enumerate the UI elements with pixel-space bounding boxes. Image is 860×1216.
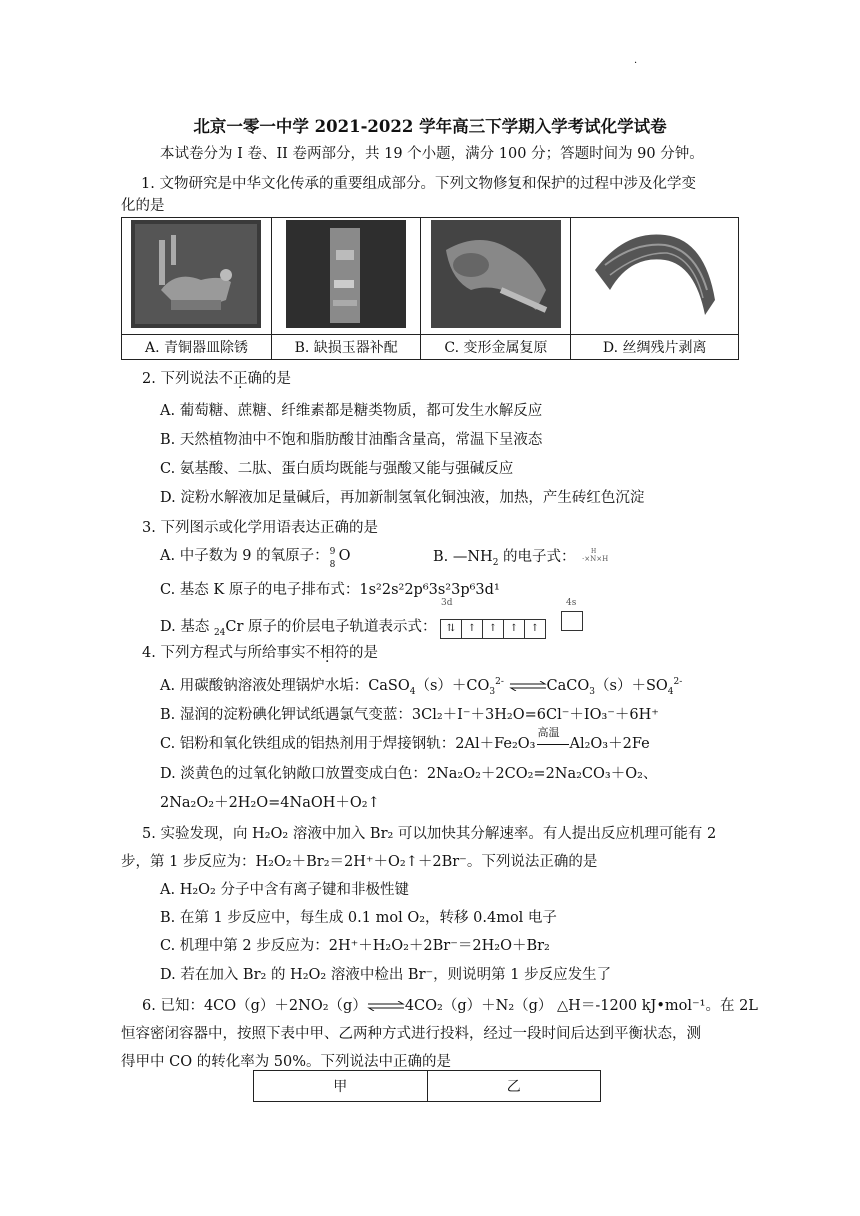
q4-option-d-line1[interactable]: D. 淡黄色的过氧化钠敞口放置变成白色：2Na₂O₂＋2CO₂=2Na₂CO₃＋O₂、 (160, 766, 658, 782)
q1-stem-line2: 化的是 (121, 198, 165, 214)
svg-text:H: H (591, 548, 597, 555)
q4-option-a-pre: A. 用碳酸钠溶液处理锅炉水垢：CaSO (160, 678, 410, 694)
reaction-bar (537, 744, 569, 745)
q4-option-a-right: CaCO (546, 678, 590, 694)
q4-option-b[interactable]: B. 湿润的淀粉碘化钾试纸遇氯气变蓝：3Cl₂＋I⁻＋3H₂O=6Cl⁻＋IO₃⁻＋6H⁺ (160, 707, 659, 723)
element-symbol: O (338, 548, 351, 564)
q3-option-d-pre: D. 基态 (160, 619, 214, 635)
q5-stem-line1: 5. 实验发现，向 H₂O₂ 溶液中加入 Br₂ 可以加快其分解速率。有人提出反应机理可能有 2 (142, 826, 717, 842)
q3-option-b[interactable] (433, 547, 610, 567)
q3-option-d-post: Cr 原子的价层电子轨道表示式： (225, 619, 437, 635)
svg-text:·×N×H: ·×N×H (582, 555, 609, 563)
q3-stem: 3. 下列图示或化学用语表达正确的是 (142, 520, 378, 536)
q6-feed-table (253, 1070, 601, 1102)
q4-option-c-pre: C. 铝粉和氧化铁组成的铝热剂用于焊接钢轨：2Al＋Fe₂O₃ (160, 736, 536, 752)
q4-sup-2minus-b: 2- (673, 677, 683, 688)
orbital-box-4s (561, 611, 583, 631)
q2-stem-post: 的是 (261, 371, 291, 387)
q6-stem-line2: 恒容密闭容器中，按照下表中甲、乙两种方式进行投料，经过一段时间后达到平衡状态，测 (121, 1026, 701, 1042)
q2-option-c[interactable]: C. 氨基酸、二肽、蛋白质均既能与强酸又能与强碱反应 (160, 461, 514, 477)
condition-high-temp: 高温 (537, 726, 560, 739)
exam-intro: 本试卷分为 I 卷、II 卷两部分，共 19 个小题，满分 100 分；答题时间为 90 分钟。 (160, 146, 704, 162)
q4-stem-post: 的是 (348, 645, 378, 661)
atomic-number: 8 (329, 560, 336, 570)
q5-option-a[interactable]: A. H₂O₂ 分子中含有离子键和非极性键 (160, 882, 409, 898)
orbital-box-3: ↑ (482, 619, 504, 639)
q2-option-d[interactable]: D. 淀粉水解液加足量碱后，再加新制氢氧化铜浊液，加热，产生砖红色沉淀 (160, 490, 645, 506)
q3-option-b-text: B. —NH (433, 549, 493, 565)
q1-option-d[interactable]: D. 丝绸残片剥离 (571, 335, 739, 360)
q6-header-jia: 甲 (254, 1071, 428, 1102)
q2-option-a[interactable]: A. 葡萄糖、蔗糖、纤维素都是糖类物质，都可发生水解反应 (160, 403, 543, 419)
q3-option-a[interactable] (160, 547, 351, 570)
q1-option-a[interactable]: A. 青铜器皿除锈 (122, 335, 272, 360)
orbital-box-1: ⇅ (440, 619, 462, 639)
q4-option-a[interactable] (160, 677, 682, 695)
equilibrium-arrows-icon (509, 681, 547, 691)
q1-options-table (121, 217, 739, 360)
cr-orbital-diagram (441, 611, 583, 639)
q3-option-d-sub: 24 (213, 627, 226, 638)
bronze-vessel-image (122, 218, 272, 335)
q3-option-c-text: C. 基态 K 原子的电子排布式： (160, 582, 360, 598)
isotope-notation (329, 547, 339, 570)
q3-option-b-sub: 2 (492, 557, 499, 568)
q3-option-a-text: A. 中子数为 9 的氧原子： (160, 548, 329, 564)
q4-sub-4a: 4 (409, 686, 416, 697)
q5-stem-line2: 步，第 1 步反应为：H₂O₂＋Br₂＝2H⁺＋O₂↑＋2Br⁻。下列说法正确的是 (121, 854, 598, 870)
q1-stem-line1: 1. 文物研究是中华文化传承的重要组成部分。下列文物修复和保护的过程中涉及化学变 (141, 176, 696, 192)
exam-title: 北京一零一中学 2021-2022 学年高三下学期入学考试化学试卷 (193, 117, 667, 136)
q4-stem (142, 644, 378, 662)
silk-fragment-image (571, 218, 739, 335)
q4-option-c-post: Al₂O₃＋2Fe (569, 736, 650, 752)
reaction-condition (536, 726, 570, 753)
q4-sub-4b: 4 (667, 686, 674, 697)
q1-option-b[interactable]: B. 缺损玉器补配 (271, 335, 420, 360)
q5-option-b[interactable]: B. 在第 1 步反应中，每生成 0.1 mol O₂，转移 0.4mol 电子 (160, 910, 557, 926)
q6-stem-line1 (142, 997, 758, 1015)
mass-number: 9 (329, 547, 336, 557)
q6-stem-line3: 得甲中 CO 的转化率为 50%。下列说法中正确的是 (121, 1054, 452, 1070)
orbital-4s-label: 4s (566, 598, 577, 608)
q1-option-c[interactable]: C. 变形金属复原 (421, 335, 571, 360)
orbital-box-4: ↑ (503, 619, 525, 639)
q4-stem-emphasis: 不相符 (305, 645, 349, 661)
q3-option-c[interactable] (160, 581, 500, 599)
q4-option-d-line2[interactable]: 2Na₂O₂＋2H₂O=4NaOH＋O₂↑ (160, 795, 380, 811)
q5-option-c[interactable]: C. 机理中第 2 步反应为：2H⁺＋H₂O₂＋2Br⁻＝2H₂O＋Br₂ (160, 938, 550, 954)
amino-electron-formula-icon (580, 547, 610, 567)
q5-option-d[interactable]: D. 若在加入 Br₂ 的 H₂O₂ 溶液中检出 Br⁻，则说明第 1 步反应发生了 (160, 967, 612, 983)
q2-stem-pre: 2. 下列说法 (142, 371, 219, 387)
orbital-box-2: ↑ (461, 619, 483, 639)
q2-option-b[interactable]: B. 天然植物油中不饱和脂肪酸甘油酯含量高，常温下呈液态 (160, 432, 543, 448)
q6-stem-line1-pre: 6. 已知：4CO（g）＋2NO₂（g） (142, 998, 367, 1014)
orbital-3d-label: 3d (441, 598, 453, 608)
q4-option-a-mid: （s）＋CO (415, 678, 490, 694)
equilibrium-arrows-icon (367, 1001, 405, 1011)
q4-stem-pre: 4. 下列方程式与所给事实 (142, 645, 306, 661)
q3-option-b-post: 的电子式： (498, 549, 576, 565)
q2-stem (142, 370, 291, 388)
q4-sup-2minus-a: 2- (495, 677, 504, 688)
q6-header-yi: 乙 (427, 1071, 601, 1102)
q6-stem-line1-post: 4CO₂（g）＋N₂（g） △H＝-1200 kJ•mol⁻¹。在 2L (404, 998, 758, 1014)
q4-sub-3a: 3 (489, 686, 496, 697)
page-marker-dot: · (634, 58, 638, 69)
jade-artifact-image (271, 218, 420, 335)
orbital-box-5: ↑ (524, 619, 546, 639)
q3-option-c-formula: 1s²2s²2p⁶3s²3p⁶3d¹ (359, 582, 500, 598)
deformed-metal-image (421, 218, 571, 335)
q4-option-a-end: （s）＋SO (595, 678, 668, 694)
q2-stem-emphasis: 不正确 (218, 371, 262, 387)
q3-option-d[interactable] (160, 618, 437, 636)
q4-sub-3b: 3 (589, 686, 596, 697)
q4-option-c[interactable] (160, 726, 650, 753)
